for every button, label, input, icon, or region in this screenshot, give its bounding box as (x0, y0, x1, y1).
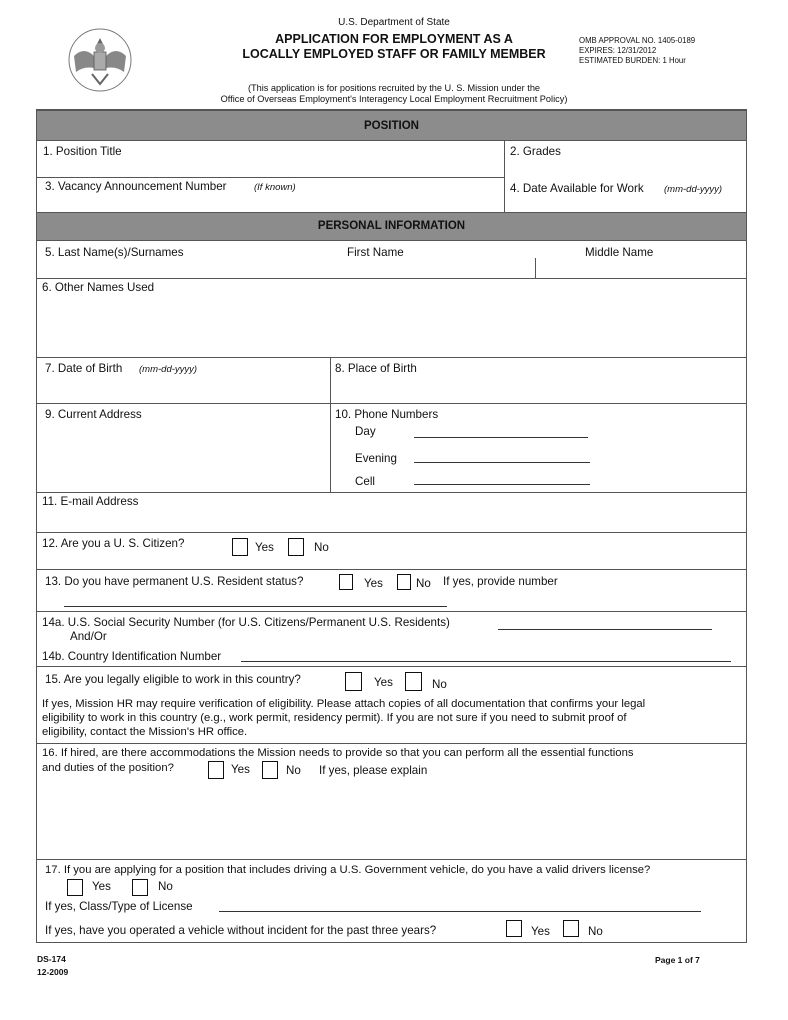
form-title-line2: LOCALLY EMPLOYED STAFF OR FAMILY MEMBER (242, 47, 546, 61)
license-class-line[interactable] (219, 911, 701, 912)
resident-status-label: 13. Do you have permanent U.S. Resident status? (45, 575, 304, 588)
form-number: DS-174 (37, 954, 66, 964)
date-available-hint: (mm-dd-yyyy) (664, 184, 723, 195)
phone-cell-line[interactable] (414, 484, 590, 485)
work-eligible-yes-checkbox[interactable] (345, 672, 362, 691)
date-of-birth-label: 7. Date of Birth (45, 362, 123, 375)
date-available-label: 4. Date Available for Work (510, 182, 644, 195)
page-indicator: Page 1 of 7 (655, 955, 700, 965)
email-label: 11. E-mail Address (42, 495, 139, 508)
phone-evening-label: Evening (355, 452, 397, 465)
drivers-license-no-label: No (158, 880, 173, 893)
us-citizen-no-label: No (314, 541, 329, 554)
license-class-label: If yes, Class/Type of License (45, 900, 193, 913)
accommodations-no-label: No (286, 764, 301, 777)
work-eligible-no-label: No (432, 678, 447, 691)
drivers-license-label: 17. If you are applying for a position that includes driving a U.S. Government vehicle, do you have a valid drivers license? (45, 864, 651, 876)
phone-day-label: Day (355, 425, 376, 438)
position-title-label: 1. Position Title (43, 145, 122, 158)
accommodations-yes-checkbox[interactable] (208, 761, 224, 779)
accommodations-yes-label: Yes (231, 763, 250, 776)
us-citizen-no-checkbox[interactable] (288, 538, 304, 556)
no-incident-yes-label: Yes (531, 925, 550, 938)
phone-day-line[interactable] (414, 437, 588, 438)
resident-number-prompt: If yes, provide number (443, 575, 558, 588)
work-eligible-note-line2: eligibility to work in this country (e.g., work permit, residency permit). If you are not sure if you need to submit proof of (42, 712, 627, 724)
us-citizen-yes-label: Yes (255, 541, 274, 554)
estimated-burden: ESTIMATED BURDEN: 1 Hour (579, 56, 686, 65)
first-name-label: First Name (347, 246, 404, 259)
place-of-birth-label: 8. Place of Birth (335, 362, 417, 375)
resident-number-line[interactable] (64, 606, 447, 607)
application-form (36, 109, 747, 943)
work-eligible-no-checkbox[interactable] (405, 672, 422, 691)
grades-label: 2. Grades (510, 145, 561, 158)
date-of-birth-hint: (mm-dd-yyyy) (139, 364, 198, 375)
other-names-label: 6. Other Names Used (42, 281, 155, 294)
omb-approval: OMB APPROVAL NO. 1405-0189 (579, 36, 696, 45)
resident-yes-checkbox[interactable] (339, 574, 353, 590)
no-incident-yes-checkbox[interactable] (506, 920, 522, 937)
vacancy-number-label: 3. Vacancy Announcement Number (45, 180, 227, 193)
work-eligible-yes-label: Yes (374, 676, 393, 689)
phone-evening-line[interactable] (414, 462, 590, 463)
no-incident-no-label: No (588, 925, 603, 938)
country-id-line[interactable] (241, 661, 731, 662)
ssn-line[interactable] (498, 629, 712, 630)
current-address-label: 9. Current Address (45, 408, 142, 421)
form-date: 12-2009 (37, 967, 69, 977)
section-personal-information: PERSONAL INFORMATION (37, 212, 746, 241)
accommodations-label-line2: and duties of the position? (42, 762, 174, 774)
accommodations-label-line1: 16. If hired, are there accommodations the Mission needs to provide so that you can perform all the essential functions (42, 747, 634, 759)
department-name: U.S. Department of State (338, 17, 450, 28)
phone-cell-label: Cell (355, 475, 375, 488)
no-incident-label: If yes, have you operated a vehicle without incident for the past three years? (45, 924, 437, 937)
accommodations-no-checkbox[interactable] (262, 761, 278, 779)
policy-note-line1: (This application is for positions recruited by the U. S. Mission under the (247, 83, 541, 93)
work-eligible-note-line3: eligibility, contact the Mission's HR office. (42, 726, 248, 738)
vacancy-number-hint: (If known) (254, 182, 296, 193)
work-eligible-note-line1: If yes, Mission HR may require verification of eligibility. Please attach copies of all documentation that confirms your legal (42, 698, 646, 710)
work-eligible-label: 15. Are you legally eligible to work in this country? (45, 673, 301, 686)
country-id-label: 14b. Country Identification Number (42, 650, 222, 663)
resident-yes-label: Yes (364, 577, 383, 590)
ssn-label: 14a. U.S. Social Security Number (for U.S. Citizens/Permanent U.S. Residents) (42, 616, 450, 629)
drivers-license-yes-label: Yes (92, 880, 111, 893)
middle-name-label: Middle Name (585, 246, 654, 259)
last-name-label: 5. Last Name(s)/Surnames (45, 246, 184, 259)
accommodations-explain-prompt: If yes, please explain (319, 764, 428, 777)
drivers-license-no-checkbox[interactable] (132, 879, 148, 896)
section-position: POSITION (37, 110, 746, 141)
phone-numbers-label: 10. Phone Numbers (335, 408, 439, 421)
resident-no-label: No (416, 577, 431, 590)
us-citizen-label: 12. Are you a U. S. Citizen? (42, 537, 185, 550)
resident-no-checkbox[interactable] (397, 574, 411, 590)
us-citizen-yes-checkbox[interactable] (232, 538, 248, 556)
no-incident-no-checkbox[interactable] (563, 920, 579, 937)
form-title-line1: APPLICATION FOR EMPLOYMENT AS A (275, 32, 513, 46)
policy-note-line2: Office of Overseas Employment's Interagency Local Employment Recruitment Policy) (220, 94, 568, 104)
and-or-label: And/Or (70, 630, 107, 643)
expiration-date: EXPIRES: 12/31/2012 (579, 46, 657, 55)
drivers-license-yes-checkbox[interactable] (67, 879, 83, 896)
